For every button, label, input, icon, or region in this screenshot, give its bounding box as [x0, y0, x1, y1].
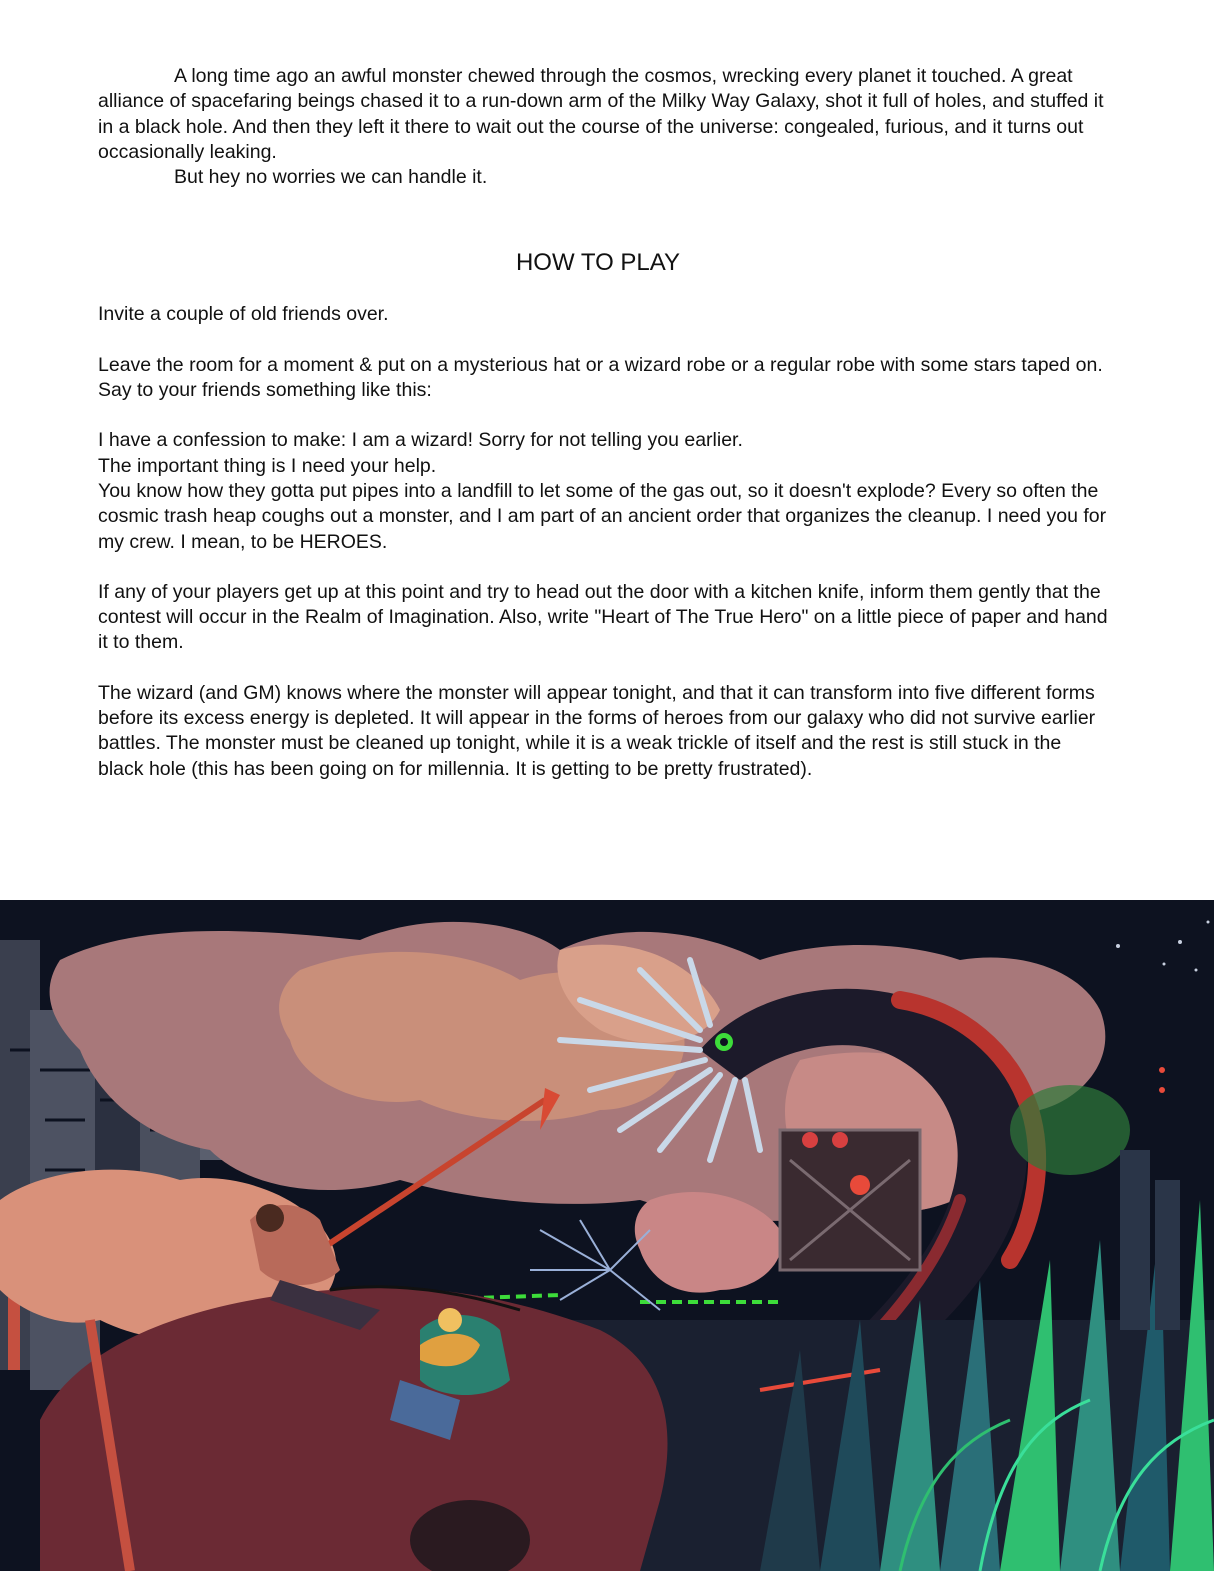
intro-paragraph: A long time ago an awful monster chewed through the cosmos, wrecking every planet it touched. A great alliance of spacefaring beings chased it to a run-down arm of the Milky Way Galaxy, shot it full of holes, and stuffed it in a black hole. And then they left it there to wait out the course of the universe: congealed, furious, and it turns out occasionally leaking.	[98, 65, 1104, 163]
wizard-speech-line: The important thing is I need your help.	[98, 454, 437, 477]
wizard-speech-line: I have a confession to make: I am a wizard! Sorry for not telling you earlier.	[98, 429, 743, 452]
costume-instruction: Leave the room for a moment & put on a mysterious hat or a wizard robe or a regular robe with some stars taped on.	[98, 353, 1103, 376]
wizard-gm-note: The wizard (and GM) knows where the monster will appear tonight, and that it can transform into five different forms before its excess energy is depleted. It will appear in the forms of heroes from our galaxy who did not survive earlier battles. The monster must be cleaned up tonight, while it is a weak trickle of itself and the rest is still stuck in the black hole (this has been going on for millennia. It is getting to be pretty frustrated).	[98, 681, 1096, 780]
kitchen-knife-note: If any of your players get up at this point and try to head out the door with a kitchen knife, inform them gently that the contest will occur in the Realm of Imagination. Also, write "Heart of The True Hero" on a little piece of paper and hand it to them.	[98, 580, 1108, 654]
intro-closing-line: But hey no worries we can handle it.	[174, 166, 488, 189]
how-to-play-heading: HOW TO PLAY	[515, 249, 681, 277]
invite-instruction: Invite a couple of old friends over.	[98, 303, 389, 326]
signal-tower	[780, 1130, 920, 1270]
say-instruction: Say to your friends something like this:	[98, 379, 432, 402]
green-glow	[1010, 1085, 1130, 1175]
wizard-speech-line: You know how they gotta put pipes into a landfill to let some of the gas out, so it doesn't explode? Every so often the cosmic trash heap coughs out a monster, and I am part of an ancient order that organizes the cleanup. I need you for my crew. I mean, to be HEROES.	[98, 479, 1107, 553]
comic-illustration	[0, 900, 1214, 1571]
page-text	[98, 64, 1108, 782]
battle-scene-artwork	[0, 900, 1214, 1571]
